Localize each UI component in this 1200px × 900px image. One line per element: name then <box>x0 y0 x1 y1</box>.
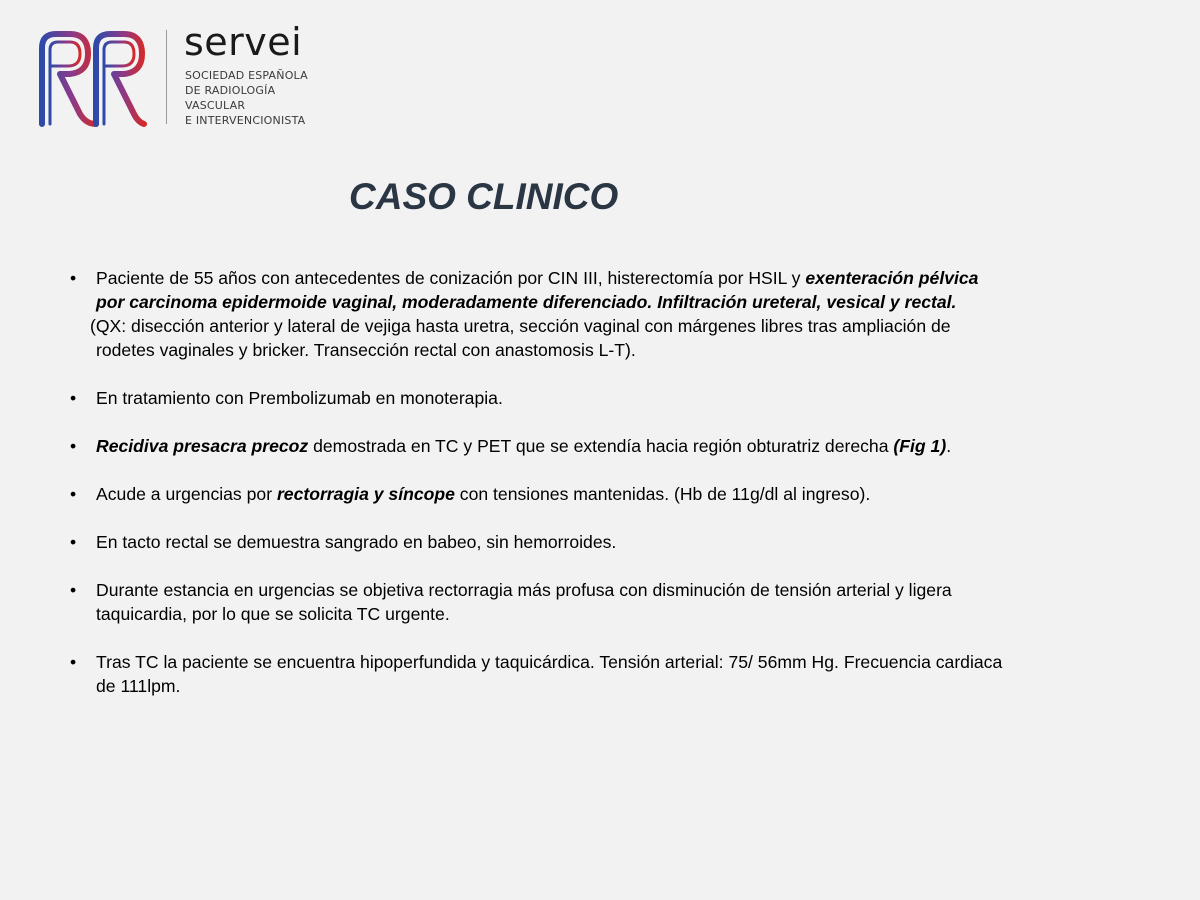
bullet-line: Tras TC la paciente se encuentra hipoperfundida y taquicárdica. Tensión arterial: 75/ 56mm Hg. Frecuencia cardiaca <box>96 652 1003 672</box>
bullet-item <box>66 482 1146 506</box>
bullet-emphasis: rectorragia y síncope <box>276 484 455 504</box>
bullet-line: de 111lpm. <box>96 676 181 696</box>
slide-title: CASO CLINICO <box>349 176 619 217</box>
bullet-emphasis-line: por carcinoma epidermoide vaginal, moderadamente diferenciado. Infiltración ureteral, vesical y rectal. <box>96 292 957 312</box>
bullet-dot: • <box>70 388 77 408</box>
bullet-item <box>66 578 1146 626</box>
bullet-text: Acude a urgencias por <box>96 484 277 504</box>
bullet-line <box>96 266 1146 290</box>
logo-subtitle-line: VASCULAR <box>185 99 246 112</box>
bullet-line: (QX: disección anterior y lateral de vejiga hasta uretra, sección vaginal con márgenes libres tras ampliación de <box>90 316 951 336</box>
bullet-line: rodetes vaginales y bricker. Transección rectal con anastomosis L-T). <box>96 340 636 360</box>
logo-divider <box>166 30 167 124</box>
bullet-list <box>66 266 1146 722</box>
bullet-text: . <box>946 436 952 456</box>
logo-subtitle-line: SOCIEDAD ESPAÑOLA <box>185 69 308 82</box>
logo-subtitle <box>185 68 308 128</box>
bullet-line: En tratamiento con Prembolizumab en monoterapia. <box>96 388 503 408</box>
bullet-item <box>66 266 1146 362</box>
bullet-text: con tensiones mantenidas. (Hb de 11g/dl al ingreso). <box>454 484 871 504</box>
bullet-item <box>66 530 1146 554</box>
bullet-emphasis: exenteración pélvica <box>805 268 979 288</box>
logo-subtitle-line: E INTERVENCIONISTA <box>185 114 306 127</box>
bullet-item <box>66 434 1146 458</box>
logo-subtitle-line: DE RADIOLOGÍA <box>185 84 276 97</box>
bullet-line: En tacto rectal se demuestra sangrado en babeo, sin hemorroides. <box>96 532 617 552</box>
bullet-line: taquicardia, por lo que se solicita TC urgente. <box>96 604 450 624</box>
bullet-line <box>96 482 1146 506</box>
bullet-line <box>96 434 1146 458</box>
bullet-text: Paciente de 55 años con antecedentes de conización por CIN III, histerectomía por HSIL y <box>96 268 806 288</box>
servei-logo <box>36 20 336 130</box>
bullet-dot: • <box>70 532 77 552</box>
bullet-dot: • <box>70 580 77 600</box>
bullet-dot: • <box>70 436 77 456</box>
bullet-dot: • <box>70 268 77 288</box>
bullet-emphasis: Recidiva presacra precoz <box>96 436 309 456</box>
bullet-dot: • <box>70 652 77 672</box>
rr-logo-mark <box>36 28 148 128</box>
bullet-dot: • <box>70 484 77 504</box>
logo-name: servei <box>184 20 303 64</box>
figure-reference: (Fig 1) <box>893 436 947 456</box>
bullet-item <box>66 386 1146 410</box>
bullet-text: demostrada en TC y PET que se extendía hacia región obturatriz derecha <box>308 436 894 456</box>
bullet-line: Durante estancia en urgencias se objetiva rectorragia más profusa con disminución de tensión arterial y ligera <box>96 580 952 600</box>
bullet-item <box>66 650 1146 698</box>
